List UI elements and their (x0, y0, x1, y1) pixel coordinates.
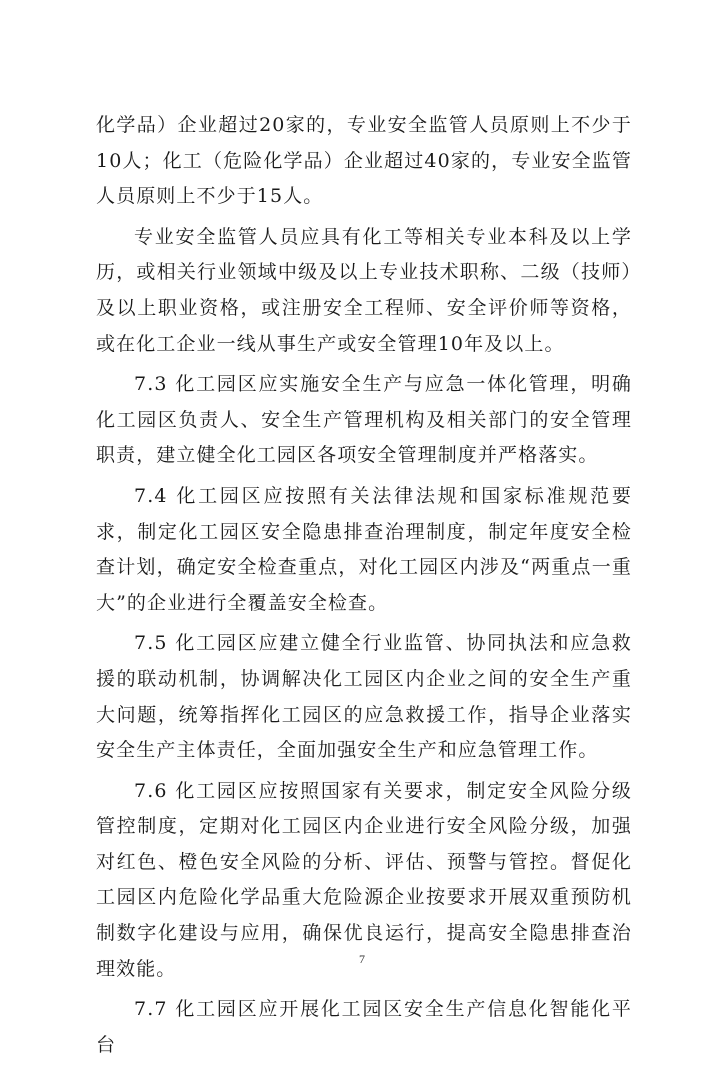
paragraph-7-4: 7.4 化工园区应按照有关法律法规和国家标准规范要求，制定化工园区安全隐患排查治理制度，制定年度安全检查计划，确定安全检查重点，对化工园区内涉及“两重点一重大”的企业进行全覆盖安全检查。 (96, 484, 632, 614)
paragraph-continuation: 化学品）企业超过20家的，专业安全监管人员原则上不少于10人；化工（危险化学品）企业超过40家的，专业安全监管人员原则上不少于15人。 (96, 114, 632, 208)
paragraph-7-5: 7.5 化工园区应建立健全行业监管、协同执法和应急救援的联动机制，协调解决化工园区内企业之间的安全生产重大问题，统筹指挥化工园区的应急救援工作，指导企业落实安全生产主体责任，全面加强安全生产和应急管理工作。 (96, 632, 632, 762)
page-number: 7 (359, 952, 365, 966)
paragraph-7-7: 7.7 化工园区应开展化工园区安全生产信息化智能化平台 (96, 998, 632, 1056)
paragraph-staff-qualifications: 专业安全监管人员应具有化工等相关专业本科及以上学历，或相关行业领域中级及以上专业技术职称、二级（技师）及以上职业资格，或注册安全工程师、安全评价师等资格，或在化工企业一线从事生产或安全管理10年及以上。 (96, 225, 632, 355)
document-body (96, 108, 632, 1068)
paragraph-7-3: 7.3 化工园区应实施安全生产与应急一体化管理，明确化工园区负责人、安全生产管理机构及相关部门的安全管理职责，建立健全化工园区各项安全管理制度并严格落实。 (96, 373, 632, 467)
paragraph-7-6: 7.6 化工园区应按照国家有关要求，制定安全风险分级管控制度，定期对化工园区内企业进行安全风险分级，加强对红色、橙色安全风险的分析、评估、预警与管控。督促化工园区内危险化学品重大危险源企业按要求开展双重预防机制数字化建设与应用，确保优良运行，提高安全隐患排查治理效能。 (96, 779, 632, 980)
